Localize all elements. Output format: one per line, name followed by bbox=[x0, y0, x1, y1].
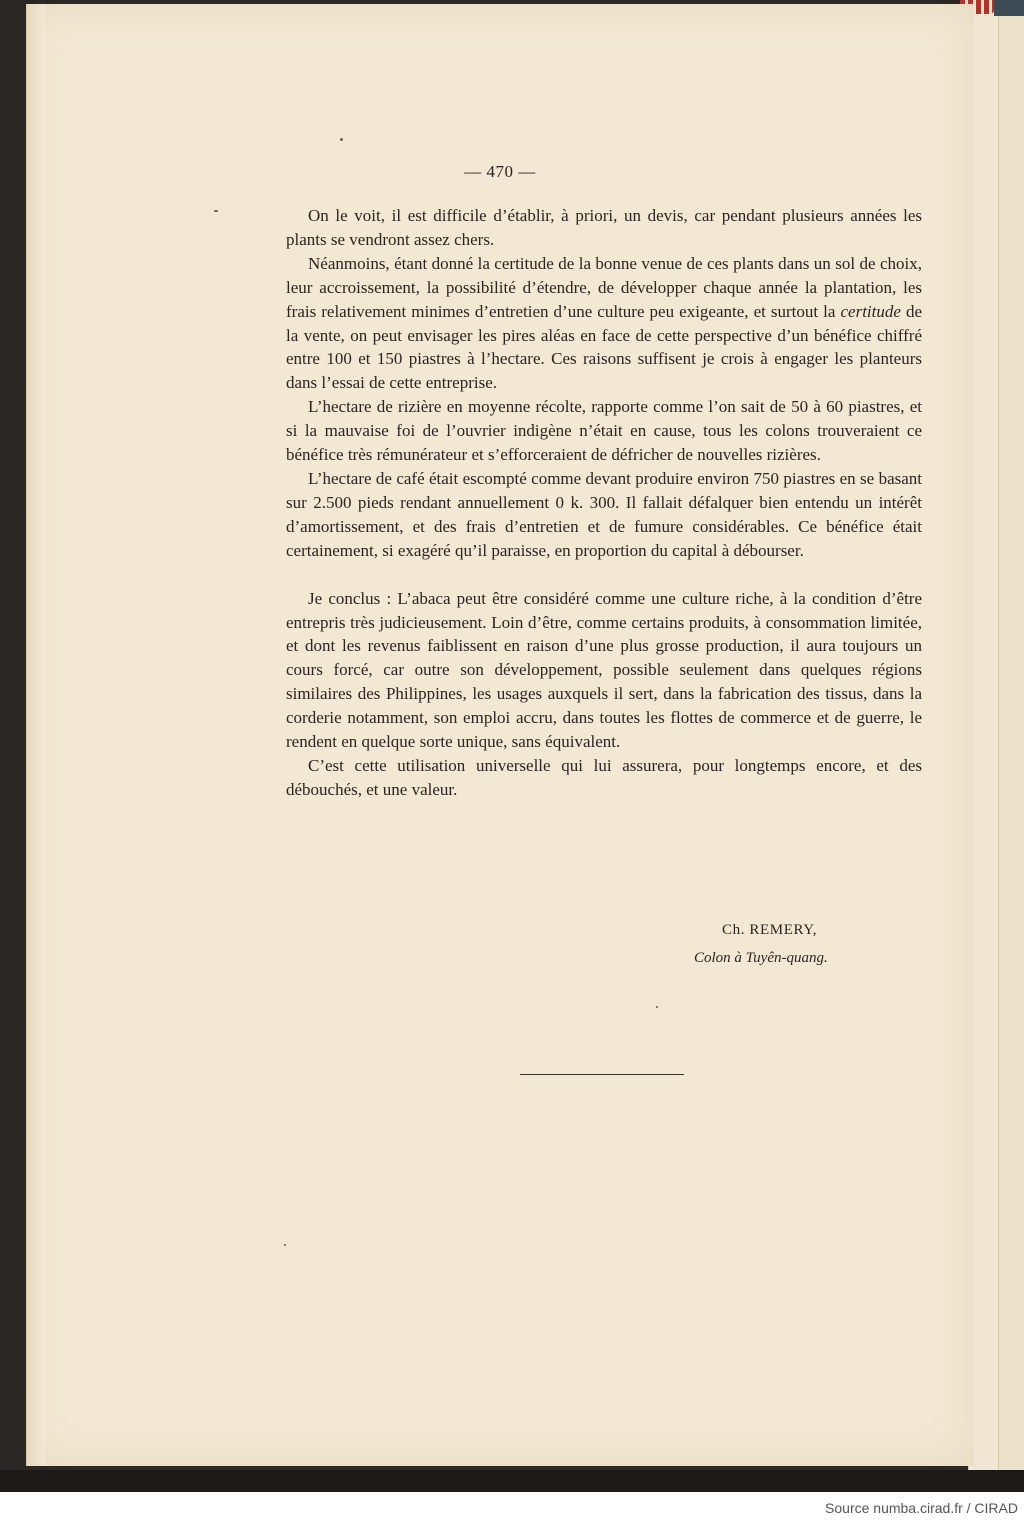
page-number: — 470 — bbox=[464, 162, 536, 181]
end-rule-divider bbox=[520, 1074, 684, 1075]
author-location: Colon à Tuyên-quang. bbox=[694, 950, 828, 966]
print-speck bbox=[214, 210, 218, 212]
binding-cover bbox=[994, 0, 1024, 16]
conclusion-paragraph: Je conclus : L’abaca peut être considéré comme une culture riche, à la condition d’être entrepris très judicieusement. Loin d’être, comme certains produits, à consommation limitée, et dont les revenus faiblissent en raison d’une plus grosse production, il aura toujours un cours forcé, car outre son développement, possible seulement dans quelques régions similaires des Philippines, les usages auxquels il sert, dans la fabrication des tissus, dans la corderie notamment, son emploi accru, dans toutes les flottes de commerce et de guerre, le rendent en quelque sorte unique, sans équivalent. bbox=[286, 588, 922, 752]
page-fold bbox=[26, 4, 45, 1466]
signature-block bbox=[626, 916, 946, 972]
paragraph bbox=[286, 252, 922, 395]
book-page bbox=[26, 4, 974, 1466]
paragraph: On le voit, il est difficile d’établir, à priori, un devis, car pendant plusieurs années les plants se vendront assez chers. bbox=[286, 206, 922, 249]
paragraph: C’est cette utilisation universelle qui lui assurera, pour longtemps encore, et des débouchés, et une valeur. bbox=[286, 755, 922, 799]
paragraph: L’hectare de rizière en moyenne récolte, rapporte comme l’on sait de 50 à 60 piastres, et si la mauvaise foi de l’ouvrier indigène n’était en cause, tous les colons trouveraient ce bénéfice très rémunérateur et s’efforceraient de défricher de nouvelles rizières. bbox=[286, 397, 922, 465]
scan-bottom-shadow bbox=[0, 1470, 1024, 1492]
page-body-text bbox=[286, 204, 922, 802]
author-name: Ch. REMERY, bbox=[722, 922, 818, 938]
print-speck bbox=[284, 1244, 286, 1246]
print-speck bbox=[340, 138, 343, 141]
paragraph-text: de la vente, on peut envisager les pires aléas en face de cette perspective d’un bénéfice chiffré entre 100 et 150 piastres à l’hectare. Ces raisons suffisent je crois à engager les planteurs dans l’essai de cette entreprise. bbox=[286, 301, 923, 393]
source-credit: Source numba.cirad.fr / CIRAD bbox=[825, 1500, 1018, 1516]
page-stack-edge-outer bbox=[998, 10, 1024, 1470]
emphasized-word: certitude bbox=[840, 301, 901, 321]
paragraph-text: Néanmoins, étant donné la certitude de la bonne venue de ces plants dans un sol de choix, leur accroissement, la possibilité d’étendre, de développer chaque année la plantation, les frais relativement minimes d’entretien d’une culture peu exigeante, et surtout la bbox=[286, 253, 922, 321]
print-speck bbox=[656, 1006, 658, 1008]
paragraph: L’hectare de café était escompté comme devant produire environ 750 piastres en se basant sur 2.500 pieds rendant annuellement 0 k. 300. Il fallait défalquer bien entendu un intérêt d’amortissement, et des frais d’entretien et de fumure considérables. Ce bénéfice était certainement, si exagéré qu’il paraisse, en proportion du capital à débourser. bbox=[286, 468, 922, 560]
